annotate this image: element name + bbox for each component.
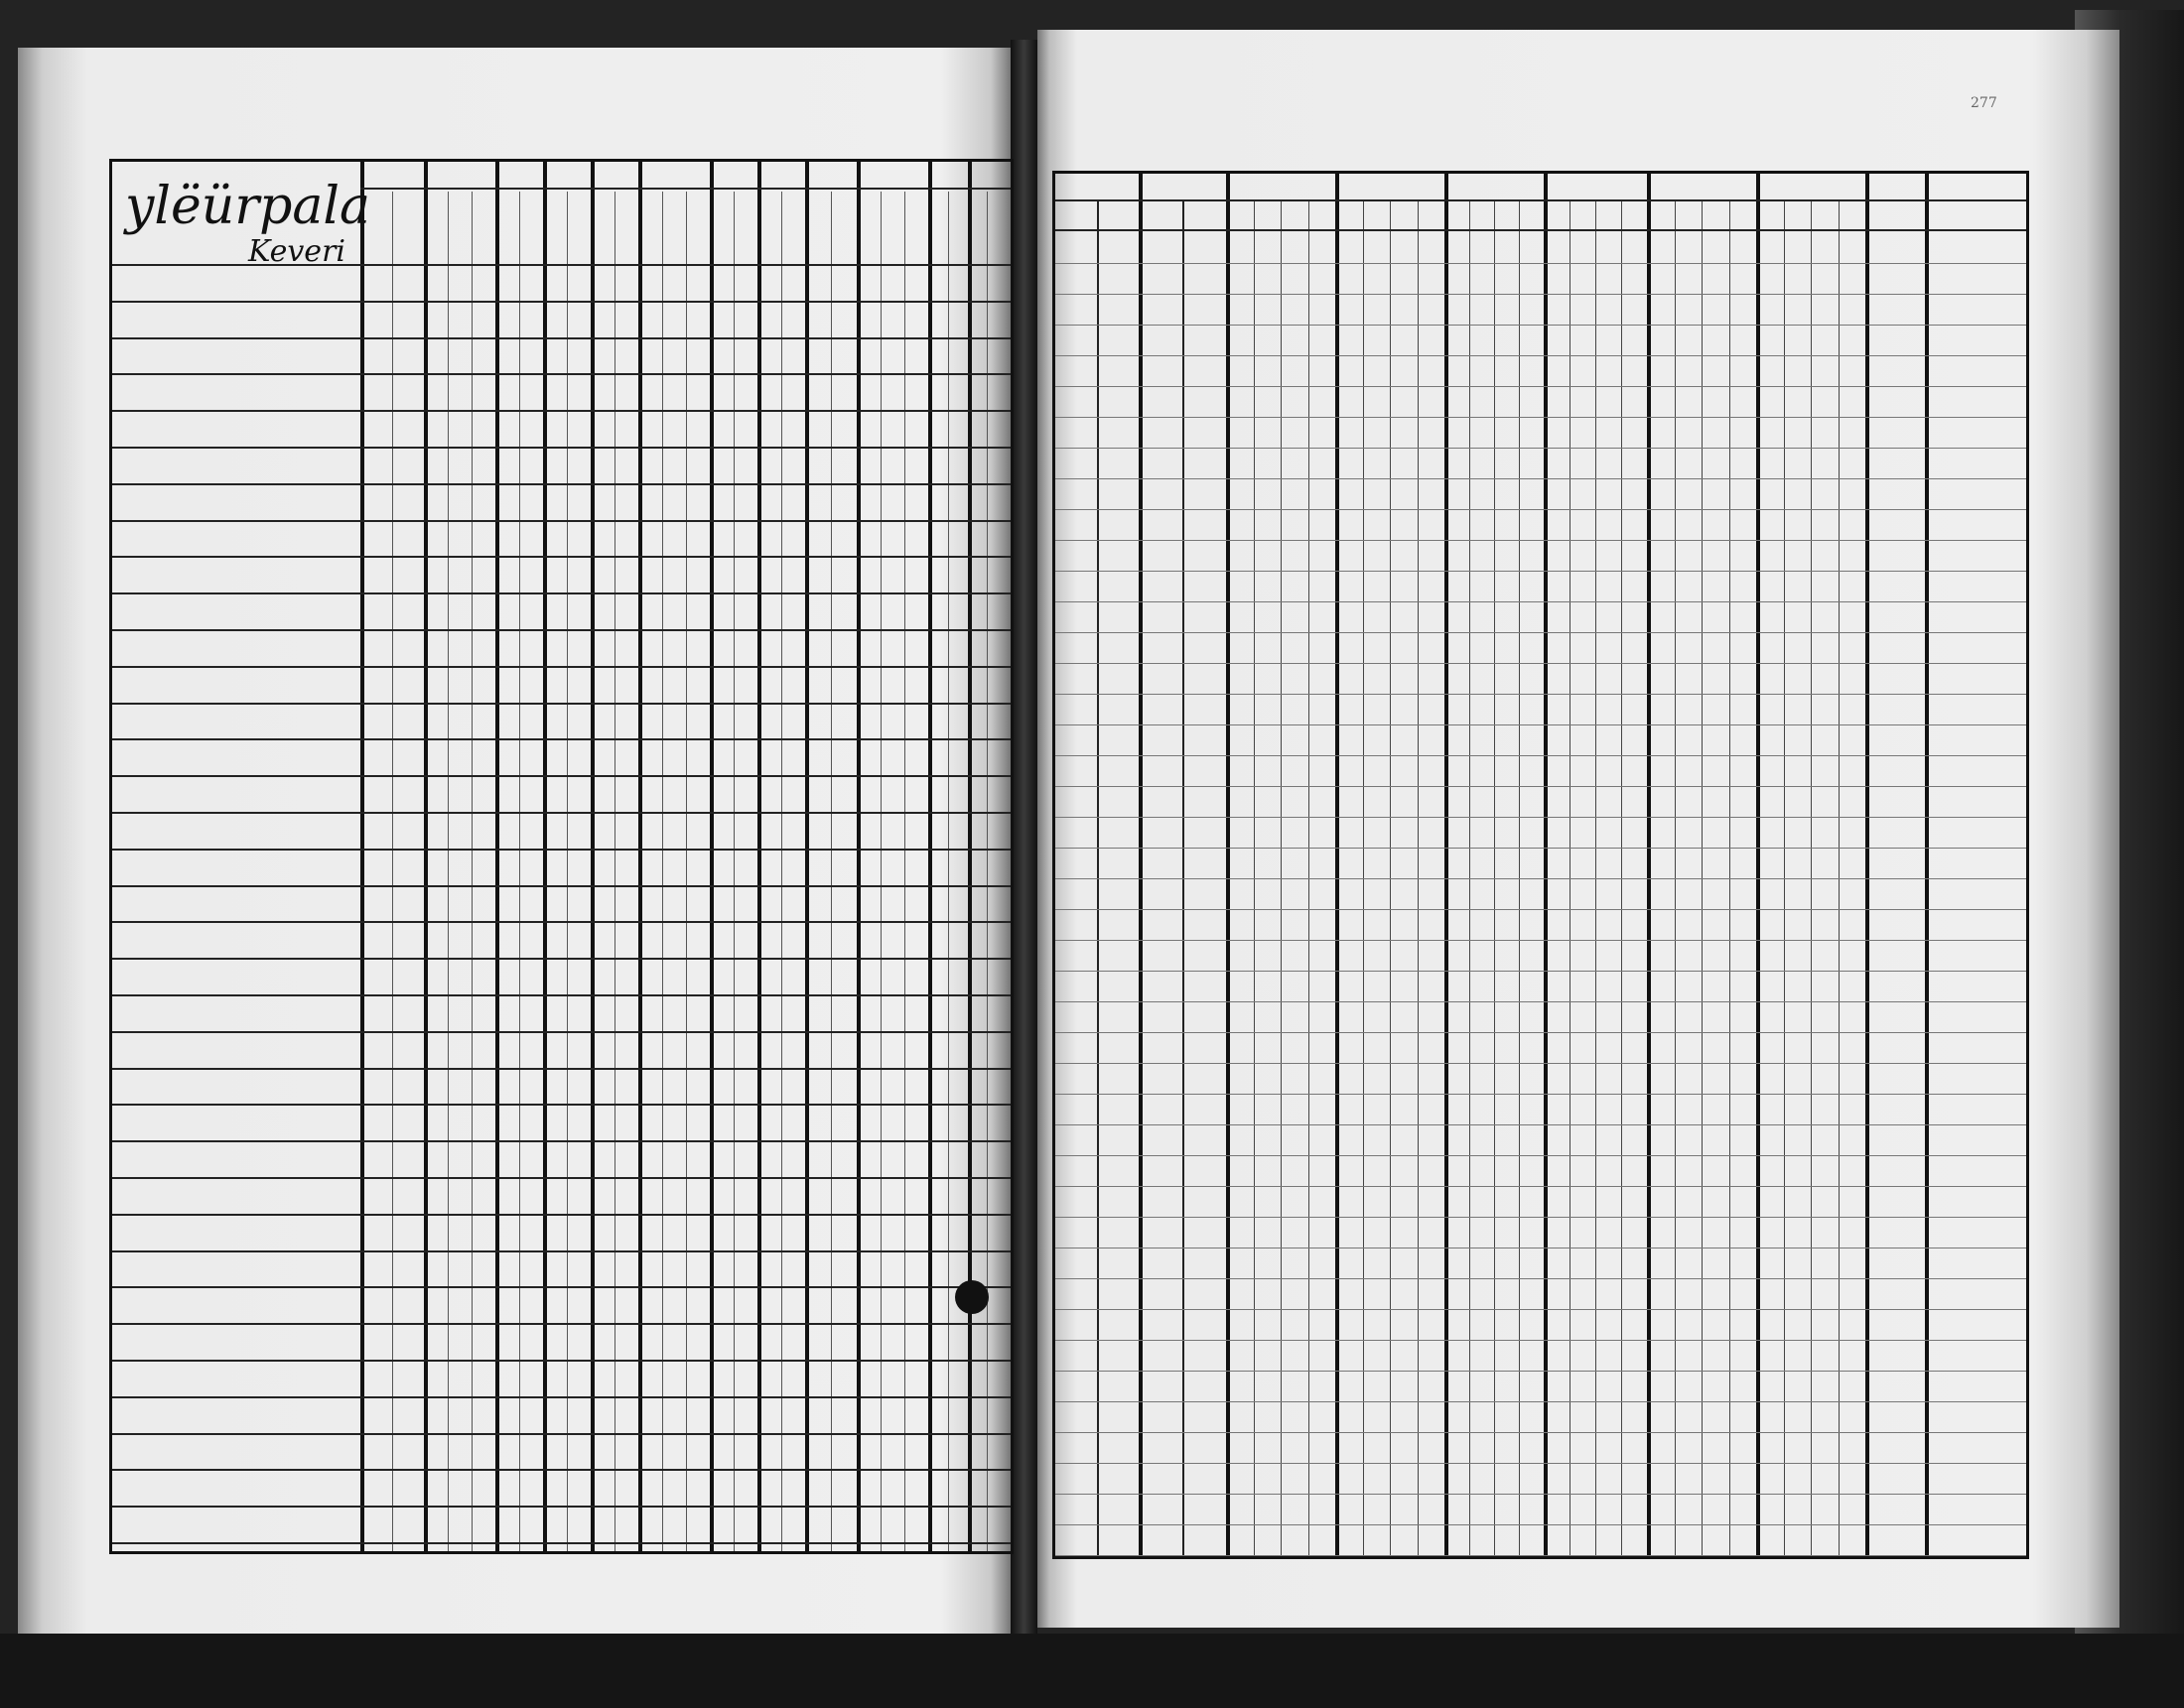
- register-column-divider: [1444, 174, 1448, 1556]
- register-row-line: [1055, 1094, 2026, 1095]
- register-column-divider: [1335, 174, 1339, 1556]
- register-row-line: [1055, 263, 2026, 264]
- header-row-divider: [360, 188, 1011, 190]
- subcolumn-divider: [734, 192, 735, 1551]
- table-row-line: [112, 921, 1011, 923]
- subcolumn-divider: [614, 192, 615, 1551]
- register-header-line: [1055, 229, 2026, 231]
- register-row-line: [1055, 509, 2026, 510]
- column-group-divider: [543, 162, 547, 1551]
- register-row-line: [1055, 1494, 2026, 1495]
- register-row-line: [1055, 1063, 2026, 1064]
- register-row-line: [1055, 1401, 2026, 1402]
- subcolumn-divider: [392, 192, 393, 1551]
- subcolumn-divider: [881, 192, 882, 1551]
- register-row-line: [1055, 1001, 2026, 1002]
- register-row-line: [1055, 909, 2026, 910]
- register-row-line: [1055, 1155, 2026, 1156]
- table-row-line: [112, 1506, 1011, 1508]
- column-group-divider: [495, 162, 499, 1551]
- register-row-line: [1055, 632, 2026, 633]
- table-row-line: [112, 1140, 1011, 1142]
- register-row-line: [1055, 878, 2026, 879]
- register-row-line: [1055, 694, 2026, 695]
- subcolumn-divider: [831, 192, 832, 1551]
- register-row-line: [1055, 1032, 2026, 1033]
- register-row-line: [1055, 1278, 2026, 1279]
- table-row-line: [112, 775, 1011, 777]
- column-group-divider: [857, 162, 861, 1551]
- table-row-line: [112, 1542, 1011, 1544]
- register-row-line: [1055, 1524, 2026, 1525]
- subcolumn-divider: [519, 192, 520, 1551]
- subcolumn-divider: [448, 192, 449, 1551]
- register-row-line: [1055, 1340, 2026, 1341]
- table-row-line: [112, 1104, 1011, 1106]
- table-row-line: [112, 738, 1011, 740]
- column-group-divider: [638, 162, 642, 1551]
- name-column-divider: [360, 162, 364, 1551]
- register-column-divider: [1544, 174, 1548, 1556]
- register-row-line: [1055, 1309, 2026, 1310]
- subcolumn-divider: [662, 192, 663, 1551]
- register-row-line: [1055, 294, 2026, 295]
- table-row-line: [112, 1323, 1011, 1325]
- page-number: 277: [1971, 95, 1997, 111]
- register-row-line: [1055, 724, 2026, 725]
- register-row-line: [1055, 448, 2026, 449]
- parish-title: ylëürpala: [125, 177, 371, 236]
- register-row-line: [1055, 1371, 2026, 1372]
- column-group-divider: [591, 162, 595, 1551]
- table-row-line: [112, 373, 1011, 375]
- table-row-line: [112, 337, 1011, 339]
- scan-bottom-edge: [0, 1634, 2184, 1708]
- table-row-line: [112, 1433, 1011, 1435]
- register-column-divider: [1865, 174, 1869, 1556]
- table-row-line: [112, 1396, 1011, 1398]
- table-row-line: [112, 1360, 1011, 1362]
- subcolumn-divider: [686, 192, 687, 1551]
- register-row-line: [1055, 663, 2026, 664]
- register-row-line: [1055, 478, 2026, 479]
- column-group-divider: [928, 162, 932, 1551]
- table-row-line: [112, 301, 1011, 303]
- register-column-divider: [1139, 174, 1143, 1556]
- register-row-line: [1055, 1217, 2026, 1218]
- table-row-line: [112, 703, 1011, 705]
- table-row-line: [112, 447, 1011, 449]
- table-row-line: [112, 1031, 1011, 1033]
- subcolumn-divider: [948, 192, 949, 1551]
- register-row-line: [1055, 786, 2026, 787]
- register-row-line: [1055, 817, 2026, 818]
- table-row-line: [112, 264, 1011, 266]
- register-row-line: [1055, 1186, 2026, 1187]
- register-row-line: [1055, 1432, 2026, 1433]
- table-row-line: [112, 556, 1011, 558]
- table-row-line: [112, 520, 1011, 522]
- subcolumn-divider: [567, 192, 568, 1551]
- register-row-line: [1055, 540, 2026, 541]
- register-row-line: [1055, 386, 2026, 387]
- register-row-line: [1055, 971, 2026, 972]
- register-header-line: [1055, 199, 2026, 201]
- table-row-line: [112, 885, 1011, 887]
- register-row-line: [1055, 1555, 2026, 1556]
- ink-blot: [955, 1280, 989, 1314]
- subcolumn-divider: [987, 192, 988, 1551]
- register-row-line: [1055, 1124, 2026, 1125]
- register-row-line: [1055, 571, 2026, 572]
- register-column-divider: [1226, 174, 1230, 1556]
- register-row-line: [1055, 601, 2026, 602]
- register-column-divider: [1756, 174, 1760, 1556]
- book-spine: [1011, 40, 1037, 1638]
- register-column-divider: [1647, 174, 1651, 1556]
- register-row-line: [1055, 325, 2026, 326]
- table-row-line: [112, 1177, 1011, 1179]
- table-row-line: [112, 1250, 1011, 1252]
- table-row-line: [112, 1469, 1011, 1471]
- subcolumn-divider: [904, 192, 905, 1551]
- register-row-line: [1055, 355, 2026, 356]
- register-row-line: [1055, 848, 2026, 849]
- table-row-line: [112, 592, 1011, 594]
- table-row-line: [112, 483, 1011, 485]
- subcolumn-divider: [472, 192, 473, 1551]
- column-group-divider: [424, 162, 428, 1551]
- table-row-line: [112, 958, 1011, 960]
- table-row-line: [112, 1214, 1011, 1216]
- table-row-line: [112, 812, 1011, 814]
- table-row-line: [112, 994, 1011, 996]
- column-group-divider: [805, 162, 809, 1551]
- register-table: [1052, 171, 2029, 1559]
- column-group-divider: [757, 162, 761, 1551]
- register-row-line: [1055, 940, 2026, 941]
- table-row-line: [112, 410, 1011, 412]
- subcolumn-divider: [781, 192, 782, 1551]
- table-row-line: [112, 666, 1011, 668]
- table-row-line: [112, 1286, 1011, 1288]
- register-row-line: [1055, 755, 2026, 756]
- parish-subtitle: Keveri: [248, 234, 345, 269]
- register-column-divider: [1925, 174, 1929, 1556]
- table-row-line: [112, 1068, 1011, 1070]
- table-row-line: [112, 629, 1011, 631]
- column-group-divider: [710, 162, 714, 1551]
- column-group-divider: [968, 162, 972, 1551]
- register-row-line: [1055, 1463, 2026, 1464]
- register-row-line: [1055, 417, 2026, 418]
- table-row-line: [112, 849, 1011, 851]
- catechism-table: [109, 159, 1014, 1554]
